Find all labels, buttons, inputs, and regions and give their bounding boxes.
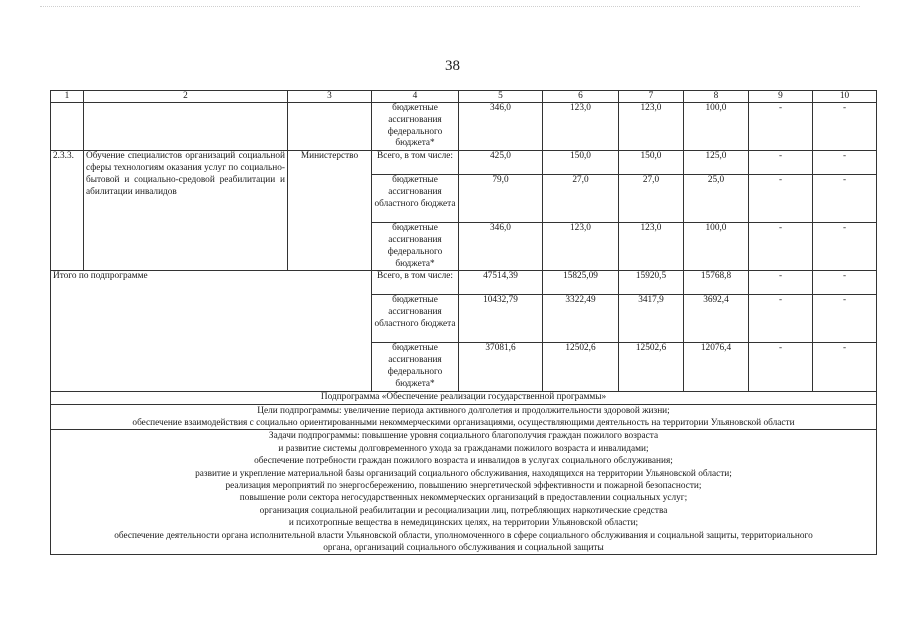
source-cell: бюджетные ассигнования федерального бюджета*: [372, 223, 459, 271]
value-cell: -: [749, 343, 813, 391]
tasks-line: обеспечение деятельности органа исполнительной власти Ульяновской области, уполномоченного в сфере социального обслуживания и социальной защиты, территориального: [114, 530, 813, 541]
value-cell: 15920,5: [619, 271, 684, 295]
value-cell: 12502,6: [619, 343, 684, 391]
subprogram-title: Подпрограмма «Обеспечение реализации государственной программы»: [51, 391, 877, 404]
source-cell: бюджетные ассигнования федерального бюджета*: [372, 103, 459, 151]
value-cell: 123,0: [619, 103, 684, 151]
source-cell: Всего, в том числе:: [372, 151, 459, 175]
tasks-line: и психотропные вещества в немедицинских целях, на территории Ульяновской области;: [288, 518, 639, 529]
value-cell: 123,0: [543, 223, 619, 271]
header-row: [51, 91, 877, 103]
tasks-line: органа, организаций социального обслуживания и социальной защиты: [323, 543, 604, 554]
value-cell: -: [813, 223, 877, 271]
value-cell: 3417,9: [619, 295, 684, 343]
header-cell: 6: [543, 91, 619, 103]
value-cell: 15825,09: [543, 271, 619, 295]
source-cell: бюджетные ассигнования областного бюджета: [372, 175, 459, 223]
executor-cell: Министерство: [288, 151, 372, 271]
value-cell: -: [813, 271, 877, 295]
goals-row: [51, 404, 877, 430]
executor-cell: [288, 103, 372, 151]
tasks-line: реализация мероприятий по энергосбережению, повышению энергетической эффективности и пожарной безопасности;: [225, 481, 702, 491]
goals-line: обеспечение взаимодействия с социально ориентированными некоммерческими организациями, осуществляющими деятельность на территории Ульяновской области: [132, 417, 795, 428]
value-cell: 37081,6: [459, 343, 543, 391]
value-cell: 12076,4: [684, 343, 749, 391]
value-cell: 346,0: [459, 103, 543, 151]
value-cell: 10432,79: [459, 295, 543, 343]
tasks-line: и развитие системы долговременного ухода за гражданами пожилого возраста и инвалидами;: [278, 443, 649, 454]
total-label-cell: Итого по подпрограмме: [51, 271, 372, 391]
value-cell: -: [813, 175, 877, 223]
subprogram-row: [51, 391, 877, 404]
value-cell: -: [813, 151, 877, 175]
value-cell: 123,0: [619, 223, 684, 271]
tasks-line: обеспечение потребности граждан пожилого возраста и инвалидов в услугах социального обслуживания;: [254, 456, 673, 467]
value-cell: -: [813, 103, 877, 151]
value-cell: 3322,49: [543, 295, 619, 343]
value-cell: 346,0: [459, 223, 543, 271]
goals-cell: [51, 404, 877, 430]
table-row: [51, 271, 877, 295]
value-cell: -: [749, 223, 813, 271]
tasks-line: организация социальной реабилитации и ресоциализации лиц, потребляющих наркотические средства: [259, 505, 668, 516]
value-cell: 27,0: [543, 175, 619, 223]
value-cell: -: [749, 271, 813, 295]
header-cell: 4: [372, 91, 459, 103]
header-cell: 5: [459, 91, 543, 103]
value-cell: -: [749, 295, 813, 343]
table-row: [51, 103, 877, 151]
header-cell: 3: [288, 91, 372, 103]
value-cell: -: [749, 175, 813, 223]
value-cell: -: [813, 295, 877, 343]
value-cell: 47514,39: [459, 271, 543, 295]
tasks-cell: [51, 430, 877, 555]
name-cell: Обучение специалистов организаций социальной сферы технологиям оказания услуг по социально-бытовой и социально-средовой реабилитации и абилитации инвалидов: [84, 151, 288, 271]
value-cell: 15768,8: [684, 271, 749, 295]
value-cell: 425,0: [459, 151, 543, 175]
value-cell: 79,0: [459, 175, 543, 223]
budget-table: [50, 90, 877, 555]
value-cell: 123,0: [543, 103, 619, 151]
value-cell: 27,0: [619, 175, 684, 223]
source-cell: Всего, в том числе:: [372, 271, 459, 295]
code-cell: [51, 103, 84, 151]
code-cell: 2.3.3.: [51, 151, 84, 271]
header-cell: 7: [619, 91, 684, 103]
value-cell: 150,0: [543, 151, 619, 175]
header-cell: 9: [749, 91, 813, 103]
header-cell: 2: [84, 91, 288, 103]
tasks-line: повышение роли сектора негосударственных некоммерческих организаций в предоставлении социальных услуг;: [239, 493, 688, 504]
goals-line: Цели подпрограммы: увеличение периода активного долголетия и продолжительности здоровой жизни;: [257, 405, 670, 416]
header-cell: 1: [51, 91, 84, 103]
value-cell: 3692,4: [684, 295, 749, 343]
value-cell: 25,0: [684, 175, 749, 223]
value-cell: 100,0: [684, 223, 749, 271]
source-cell: бюджетные ассигнования федерального бюджета*: [372, 343, 459, 391]
table-row: [51, 151, 877, 175]
value-cell: 125,0: [684, 151, 749, 175]
name-cell: [84, 103, 288, 151]
value-cell: -: [813, 343, 877, 391]
value-cell: -: [749, 103, 813, 151]
header-cell: 10: [813, 91, 877, 103]
tasks-line: развитие и укрепление материальной базы организаций социального обслуживания, находящихся на территории Ульяновской области;: [195, 468, 732, 479]
tasks-row: [51, 430, 877, 555]
value-cell: -: [749, 151, 813, 175]
value-cell: 12502,6: [543, 343, 619, 391]
value-cell: 150,0: [619, 151, 684, 175]
tasks-line: Задачи подпрограммы: повышение уровня социального благополучия граждан пожилого возраста: [268, 431, 659, 442]
header-cell: 8: [684, 91, 749, 103]
source-cell: бюджетные ассигнования областного бюджета: [372, 295, 459, 343]
scan-artifact-line: [40, 6, 860, 9]
value-cell: 100,0: [684, 103, 749, 151]
page-number: 38: [445, 58, 460, 74]
